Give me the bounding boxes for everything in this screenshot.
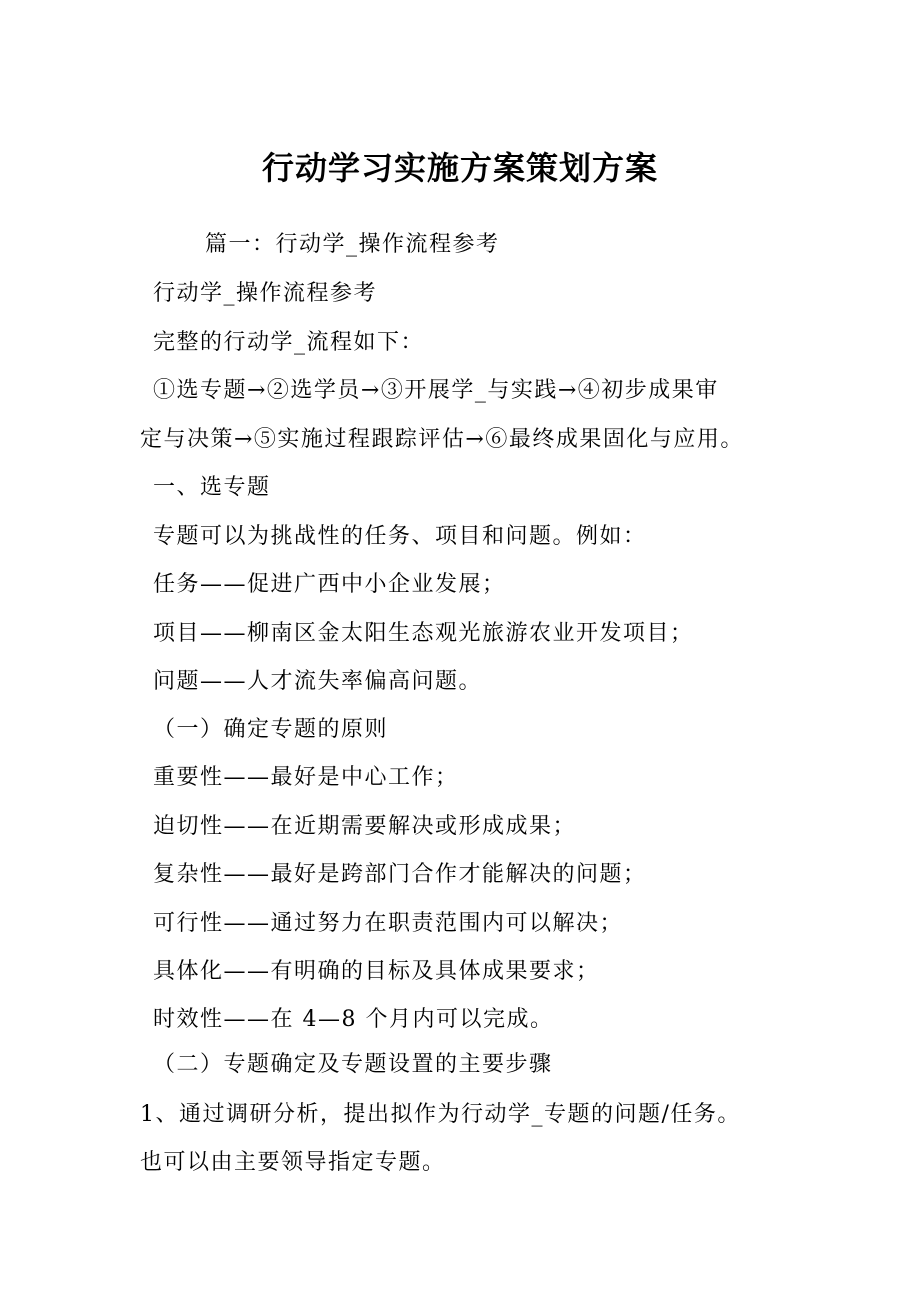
paragraph-line: 定与决策→⑤实施过程跟踪评估→⑥最终成果固化与应用。	[140, 427, 744, 452]
subsection-heading: （一）确定专题的原则	[153, 717, 389, 742]
paragraph-line: 具体化——有明确的目标及具体成果要求；	[153, 959, 600, 984]
paragraph-line: 重要性——最好是中心工作；	[153, 765, 459, 790]
paragraph-line: 问题——人才流失率偏高问题。	[153, 669, 483, 694]
paragraph-line: 可行性——通过努力在职责范围内可以解决；	[153, 911, 624, 936]
document-title: 行动学习实施方案策划方案	[261, 149, 658, 187]
paragraph-line: 项目——柳南区金太阳生态观光旅游农业开发项目；	[153, 621, 694, 646]
paragraph-line: ①选专题→②选学员→③开展学_与实践→④初步成果审	[153, 378, 719, 403]
paragraph-line: 任务——促进广西中小企业发展；	[153, 572, 506, 597]
paragraph-line: 时效性——在 4—8 个月内可以完成。	[153, 1007, 554, 1032]
paragraph-line: 行动学_操作流程参考	[153, 281, 378, 306]
paragraph-line: 1、通过调研分析，提出拟作为行动学_专题的问题/任务。	[140, 1102, 741, 1127]
paragraph-line: 篇一：行动学_操作流程参考	[205, 232, 500, 257]
paragraph-line: 迫切性——在近期需要解决或形成成果；	[153, 814, 577, 839]
section-heading: 一、选专题	[153, 475, 271, 500]
paragraph-line: 完整的行动学_流程如下：	[153, 330, 425, 355]
paragraph-line: 也可以由主要领导指定专题。	[140, 1150, 446, 1175]
paragraph-line: 专题可以为挑战性的任务、项目和问题。例如：	[153, 524, 647, 549]
subsection-heading: （二）专题确定及专题设置的主要步骤	[153, 1052, 553, 1077]
paragraph-line: 复杂性——最好是跨部门合作才能解决的问题；	[153, 862, 647, 887]
